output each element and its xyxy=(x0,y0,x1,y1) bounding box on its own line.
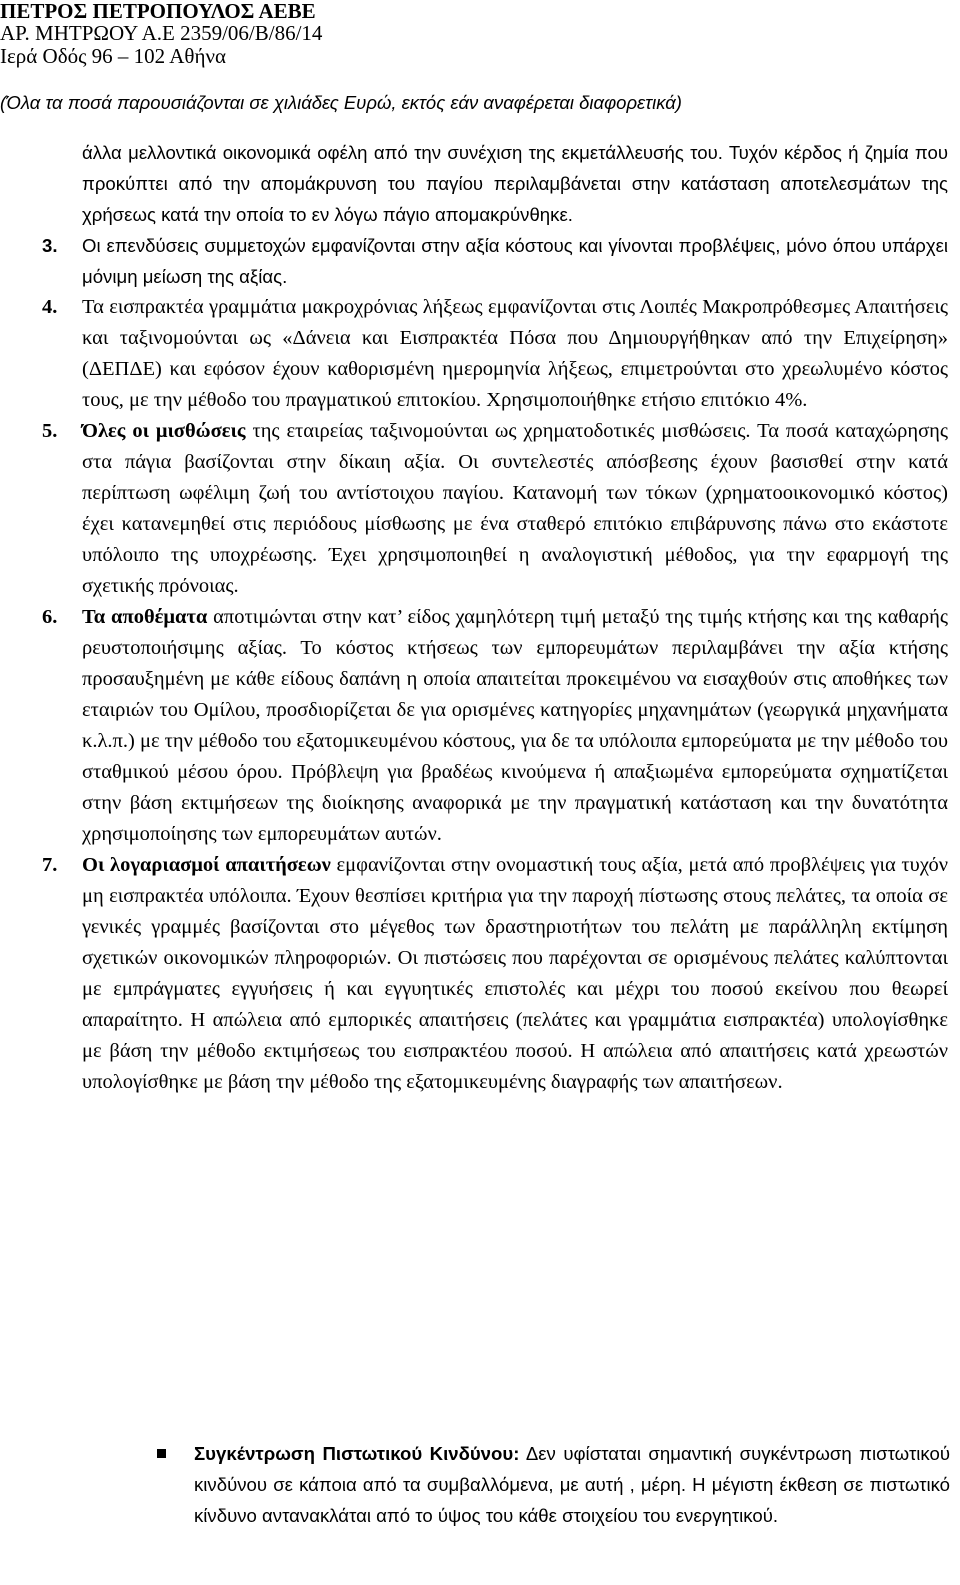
item-4 xyxy=(42,292,948,416)
item-lead: Όλες οι μισθώσεις xyxy=(82,420,246,442)
item-text: της εταιρείας ταξινομούνται ως χρηματοδοτικές μισθώσεις. Τα ποσά καταχώρησης στα πάγια βασίζονται στην δίκαιη αξία. Οι συντελεστές απόσβεσης έχουν βασισθεί στην κατά περίπτωση ωφέλιμη ζωή του αντίστοιχου παγίου. Κατανομή των τόκων (χρηματοοικονομικό κόστος) έχει κατανεμηθεί στις περιόδους μίσθωσης με ένα σταθερό επιτόκιο επιβάρυνσης πάνω στο εκάστοτε υπόλοιπο της υποχρέωσης. Έχει χρησιμοποιηθεί η αναλογιστική μέθοδος, για την εφαρμογή της σχετικής πρόνοιας. xyxy=(82,420,948,597)
bullet-lead: Συγκέντρωση Πιστωτικού Κινδύνου: xyxy=(194,1443,520,1464)
item-6 xyxy=(42,602,948,850)
item-lead: Τα αποθέματα xyxy=(82,606,208,628)
continuation-paragraph: άλλα μελλοντικά οικονομικά οφέλη από την συνέχιση της εκμετάλλευσής του. Τυχόν κέρδος ή ζημία που προκύπτει από την απομάκρυνση του παγίου περιλαμβάνεται στην κατάσταση αποτελεσμάτων της χρήσεως κατά την οποία το εν λόγω πάγιο απομακρύνθηκε. xyxy=(82,142,948,225)
company-name: ΠΕΤΡΟΣ ΠΕΤΡΟΠΟΥΛΟΣ ΑΕΒΕ xyxy=(0,0,316,23)
item-lead: Οι λογαριασμοί απαιτήσεων xyxy=(82,854,331,876)
item-text: Οι επενδύσεις συμμετοχών εμφανίζονται στην αξία κόστους και γίνονται προβλέψεις, μόνο όπου υπάρχει μόνιμη μείωση της αξίας. xyxy=(82,235,948,287)
amounts-note: (Όλα τα ποσά παρουσιάζονται σε χιλιάδες Ευρώ, εκτός εάν αναφέρεται διαφορετικά) xyxy=(0,92,682,113)
item-text: εμφανίζονται στην ονομαστική τους αξία, μετά από προβλέψεις για τυχόν μη εισπρακτέα υπόλοιπα. Έχουν θεσπίσει κριτήρια για την παροχή πίστωσης στους πελάτες, τα οποία σε γενικές γραμμές βασίζονται στο μέγεθος των δραστηριοτήτων του πελάτη με παράλληλη εκτίμηση σχετικών οικονομικών πληροφοριών. Οι πιστώσεις που παρέχονται σε ορισμένους πελάτες καλύπτονται με εμπράγματες εγγυήσεις ή και εγγυητικές επιστολές και μέχρι του ποσού εκείνου που θεωρεί απαραίτητο. Η απώλεια από εμπορικές απαιτήσεις (πελάτες και γραμμάτια εισπρακτέα) υπολογίσθηκε με βάση την μέθοδο εκτιμήσεως του εισπρακτέου ποσού. Η απώλεια από απαιτήσεις κατά χρεωστών υπολογίσθηκε με βάση την μέθοδο της εξατομικευμένης διαγραφής των απαιτήσεων. xyxy=(82,854,948,1093)
item-number: 4. xyxy=(42,296,58,318)
company-address: Ιερά Οδός 96 – 102 Αθήνα xyxy=(0,44,226,68)
item-text: Τα εισπρακτέα γραμμάτια μακροχρόνιας λήξεως εμφανίζονται στις Λοιπές Μακροπρόθεσμες Απαιτήσεις και ταξινομούνται ως «Δάνεια και Εισπρακτέα Πόσα που Δημιουργήθηκαν από την Επιχείρηση» (ΔΕΠΔΕ) και εφόσον έχουν καθορισμένη ημερομηνία λήξεως, επιμετρούνται στο χρεωλυμένο κόστος τους, με την μέθοδο του πραγματικού επιτοκίου. Χρησιμοποιήθηκε ετήσιο επιτόκιο 4%. xyxy=(82,296,948,411)
registry-number: ΑΡ. ΜΗΤΡΩΟΥ Α.Ε 2359/06/Β/86/14 xyxy=(0,21,323,45)
page-header xyxy=(0,0,960,114)
item-5 xyxy=(42,416,948,602)
item-3 xyxy=(42,230,948,292)
document-body xyxy=(42,137,948,1098)
square-bullet-icon xyxy=(157,1449,166,1458)
item-number: 5. xyxy=(42,420,58,442)
item-number: 6. xyxy=(42,606,58,628)
item-7 xyxy=(42,850,948,1098)
item-number: 3. xyxy=(42,235,58,256)
item-number: 7. xyxy=(42,854,58,876)
bullet-text: Δεν υφίσταται σημαντική συγκέντρωση πιστωτικού κινδύνου σε κάποια από τα συμβαλλόμενα, με αυτή , μέρη. Η μέγιστη έκθεση σε πιστωτικό κίνδυνο αντανακλάται από το ύψος του κάθε στοιχείου του ενεργητικού. xyxy=(194,1443,950,1526)
item-text: αποτιμώνται στην κατ’ είδος χαμηλότερη τιμή μεταξύ της τιμής κτήσης και της καθαρής ρευστοποιήσιμης αξίας. Το κόστος κτήσεως των εμπορευμάτων περιλαμβάνει την αξία κτήσης προσαυξημένη με κάθε είδους δαπάνη η οποία απαιτείται προκειμένου να εισαχθούν στις αποθήκες των εταιριών του Ομίλου, προσδιορίζεται δε για ορισμένες κατηγορίες μηχανημάτων (γεωργικά μηχανήματα κ.λ.π.) με την μέθοδο του εξατομικευμένου κόστους, για δε τα υπόλοιπα εμπορεύματα με την μέθοδο του σταθμικού μέσου όρου. Πρόβλεψη για βραδέως κινούμενα ή απαξιωμένα εμπορεύματα σχηματίζεται στην βάση εκτιμήσεων της διοίκησης αναφορικά με την πραγματική κατάσταση και την δυνατότητα χρησιμοποίησης των εμπορευμάτων αυτών. xyxy=(82,606,948,845)
credit-risk-bullet xyxy=(194,1438,950,1531)
